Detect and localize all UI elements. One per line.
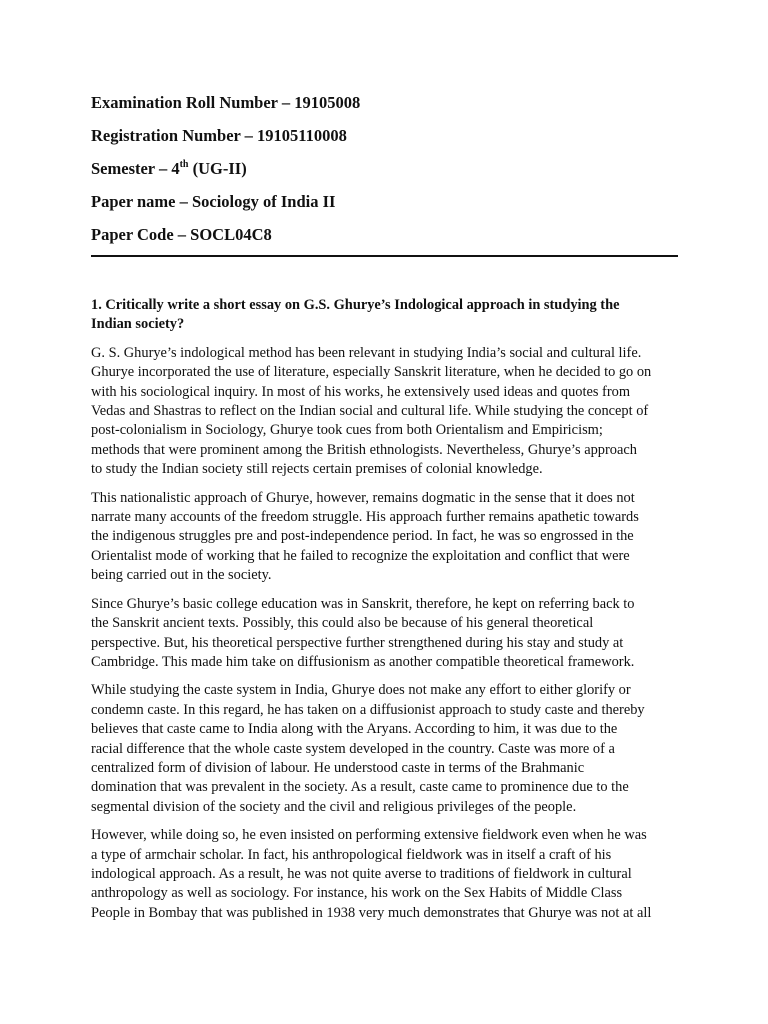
paragraph-5 xyxy=(91,826,681,923)
text-line: anthropology as well as sociology. For instance, his work on the Sex Habits of Middle Class xyxy=(91,885,623,902)
semester-suffix: (UG-II) xyxy=(188,159,247,178)
registration-number: Registration Number – 19105110008 xyxy=(91,126,347,145)
text-line: segmental division of the society and the civil and religious privileges of the people. xyxy=(91,798,577,815)
text-line: domination that was prevalent in the society. As a result, caste came to prominence due to the xyxy=(91,779,629,796)
text-line: perspective. But, his theoretical perspective further strengthened during his stay and study at xyxy=(91,634,624,651)
text-line: Vedas and Shastras to reflect on the Indian social and cultural life. While studying the concept of xyxy=(91,403,649,420)
text-line: methods that were prominent among the British ethnologists. Nevertheless, Ghurye’s approach xyxy=(91,441,637,458)
roll-number: Examination Roll Number – 19105008 xyxy=(91,93,361,112)
text-line: Ghurye incorporated the use of literature, especially Sanskrit literature, when he decided to go on xyxy=(91,364,652,381)
text-line: Orientalist mode of working that he failed to recognize the exploitation and conflict that were xyxy=(91,547,630,564)
semester xyxy=(91,158,681,180)
text-line: the indigenous struggles pre and post-independence period. In fact, he was so engrossed in the xyxy=(91,528,634,545)
semester-prefix: Semester – 4 xyxy=(91,159,180,178)
paper-name: Paper name – Sociology of India II xyxy=(91,192,336,211)
text-line: a type of armchair scholar. In fact, his anthropological fieldwork was in itself a craft of his xyxy=(91,846,612,863)
semester-superscript: th xyxy=(179,158,189,170)
text-line: People in Bombay that was published in 1938 very much demonstrates that Ghurye was not at all xyxy=(91,904,652,921)
paper-code: Paper Code – SOCL04C8 xyxy=(91,225,272,244)
question-heading xyxy=(91,296,681,335)
paragraph-3 xyxy=(91,595,681,673)
text-line: the Sanskrit ancient texts. Possibly, this could also be because of his general theoretical xyxy=(91,615,594,632)
text-line: believes that caste came to India along with the Aryans. According to him, it was due to the xyxy=(91,721,618,738)
text-line: being carried out in the society. xyxy=(91,567,272,584)
text-line: Since Ghurye’s basic college education was in Sanskrit, therefore, he kept on referring back to xyxy=(91,595,635,612)
essay-body xyxy=(91,296,681,932)
question-line: 1. Critically write a short essay on G.S. Ghurye’s Indological approach in studying the xyxy=(91,297,620,313)
question-line: Indian society? xyxy=(91,316,185,333)
paragraph-4 xyxy=(91,681,681,817)
text-line: post-colonialism in Sociology, Ghurye took cues from both Orientalism and Empiricism; xyxy=(91,422,603,439)
text-line: narrate many accounts of the freedom struggle. His approach further remains apathetic towards xyxy=(91,509,639,526)
exam-header xyxy=(91,92,681,257)
text-line: racial difference that the whole caste system developed in the country. Caste was more of a xyxy=(91,740,615,757)
text-line: This nationalistic approach of Ghurye, however, remains dogmatic in the sense that it does not xyxy=(91,489,635,506)
text-line: However, while doing so, he even insisted on performing extensive fieldwork even when he was xyxy=(91,827,647,844)
text-line: condemn caste. In this regard, he has taken on a diffusionist approach to study caste and thereby xyxy=(91,701,645,718)
text-line: While studying the caste system in India, Ghurye does not make any effort to either glorify or xyxy=(91,682,631,699)
paragraph-1 xyxy=(91,344,681,480)
text-line: G. S. Ghurye’s indological method has been relevant in studying India’s social and cultural life. xyxy=(91,344,642,361)
text-line: indological approach. As a result, he was not quite averse to traditions of fieldwork in cultural xyxy=(91,865,632,882)
text-line: to study the Indian society still rejects certain premises of colonial knowledge. xyxy=(91,461,543,478)
text-line: with his sociological inquiry. In most of his works, he extensively used ideas and quotes from xyxy=(91,383,631,400)
paragraph-2 xyxy=(91,489,681,586)
text-line: centralized form of division of labour. He understood caste in terms of the Brahmanic xyxy=(91,759,585,776)
text-line: Cambridge. This made him take on diffusionism as another compatible theoretical framework. xyxy=(91,653,635,670)
header-divider xyxy=(91,255,678,257)
